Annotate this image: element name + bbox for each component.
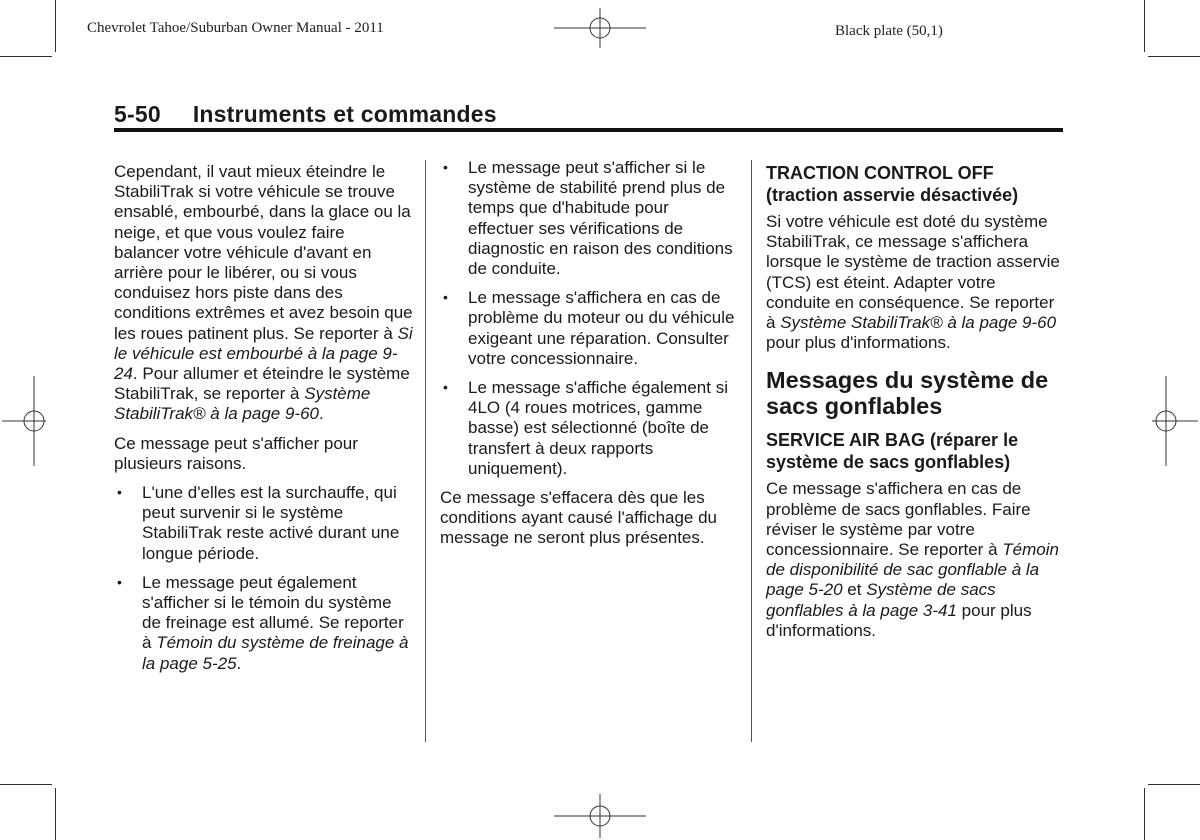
crop-mark (0, 56, 52, 57)
subheading: TRACTION CONTROL OFF (traction asservie désactivée) (766, 163, 1019, 205)
cross-reference: Si le véhicule est embourbé à la page 9-24 (114, 323, 413, 384)
paragraph: Ce message s'affichera en cas de problème de sacs gonflables. Faire réviser le système par votre concessionnaire. Se reporter à Témoin de disponibilité de sac gonflable à la page 5-20 et Système de sacs gonflables à la page 3-41 pour plus d'informations. (766, 479, 1059, 640)
registration-mark-icon (554, 794, 646, 838)
page-number: 5-50 (114, 101, 161, 127)
paragraph: Cependant, il vaut mieux éteindre le StabiliTrak si votre véhicule se trouve ensablé, embourbé, dans la glace ou la neige, et que vous voulez faire balancer votre véhicule d'avant en arrière pour le libérer, ou si vous conduisez hors piste dans des conditions extrêmes et avez besoin que les roues patinent plus. Se reporter à Si le véhicule est embourbé à la page 9-24. Pour allumer et éteindre le système StabiliTrak, se reporter à Système StabiliTrak® à la page 9-60. (114, 162, 413, 424)
column-1 (114, 162, 414, 683)
bullet-icon: • (443, 289, 448, 306)
crop-mark (1144, 0, 1145, 52)
crop-mark (1144, 788, 1145, 840)
cross-reference: Témoin de disponibilité de sac gonflable à la page 5-20 (766, 540, 1059, 600)
registration-mark-icon (2, 376, 46, 466)
crop-mark (1148, 56, 1200, 57)
section-name: Instruments et commandes (192, 101, 497, 127)
title-rule (114, 128, 1063, 132)
column-divider (425, 160, 426, 742)
paragraph: Ce message peut s'afficher pour plusieurs raisons. (114, 433, 358, 473)
crop-mark (55, 0, 56, 52)
bullet-list (440, 158, 738, 479)
crop-mark (1148, 784, 1200, 785)
paragraph: Si votre véhicule est doté du système StabiliTrak, ce message s'affichera lorsque le système de traction asservie (TCS) est éteint. Adapter votre conduite en conséquence. Se reporter à Système StabiliTrak® à la page 9-60 pour plus d'informations. (766, 212, 1060, 353)
bullet-icon: • (117, 484, 122, 501)
crop-mark (0, 784, 52, 785)
cross-reference: Système de sacs gonflables à la page 3-41 (766, 580, 996, 620)
list-item: • Le message s'affichera en cas de problème du moteur ou du véhicule exigeant une réparation. Consulter votre concessionnaire. (443, 288, 735, 368)
bullet-icon: • (443, 379, 448, 396)
plate-label: Black plate (50,1) (835, 23, 943, 39)
cross-reference: Témoin du système de freinage à la page 5-25 (142, 633, 409, 673)
list-item: • Le message peut également s'afficher si le témoin du système de freinage est allumé. Se reporter à Témoin du système de freinage à la page 5-25. (117, 572, 409, 673)
column-divider (751, 160, 752, 742)
column-2 (440, 158, 738, 558)
subheading: SERVICE AIR BAG (réparer le système de sacs gonflables) (766, 430, 1019, 473)
section-title (114, 101, 497, 128)
bullet-icon: • (443, 159, 448, 175)
column-3 (766, 162, 1064, 650)
list-item: • Le message s'affiche également si 4LO (4 roues motrices, gamme basse) est sélectionné (boîte de transfert à deux rapports uniquement). (443, 378, 728, 478)
running-header: Chevrolet Tahoe/Suburban Owner Manual - 2011 (87, 20, 384, 36)
crop-mark (55, 788, 56, 840)
cross-reference: Système StabiliTrak® à la page 9-60 (780, 313, 1057, 333)
cross-reference: Système StabiliTrak® à la page 9-60 (114, 384, 371, 424)
list-item: • Le message peut s'afficher si le système de stabilité prend plus de temps que d'habitude pour effectuer ses vérifications de diagnostic en raison des conditions de conduite. (443, 158, 733, 279)
heading: Messages du système de sacs gonflables (766, 367, 1049, 420)
list-item: • L'une d'elles est la surchauffe, qui peut survenir si le système StabiliTrak reste activé durant une longue période. (117, 483, 400, 563)
paragraph: Ce message s'effacera dès que les conditions ayant causé l'affichage du message ne seront plus présentes. (440, 488, 718, 548)
bullet-icon: • (117, 573, 122, 590)
registration-mark-icon (554, 8, 646, 48)
bullet-list (114, 483, 414, 674)
registration-mark-icon (1152, 376, 1198, 466)
